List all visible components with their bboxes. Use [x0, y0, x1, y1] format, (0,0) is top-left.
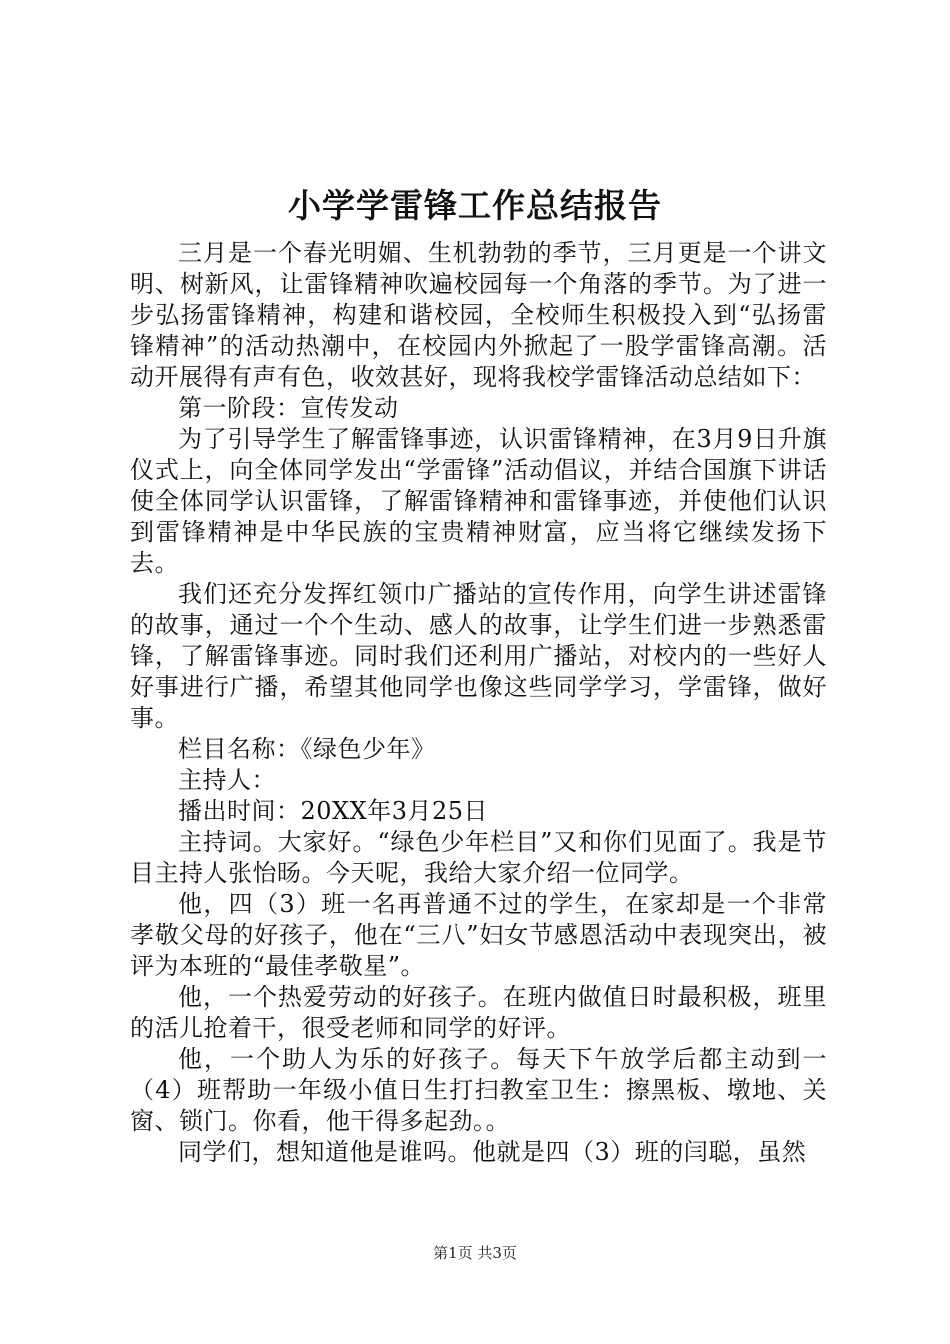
paragraph-filial: 他，四（3）班一名再普通不过的学生，在家却是一个非常孝敬父母的好孩子，他在“三八”妇女节感恩活动中表现突出，被评为本班的“最佳孝敬星”。	[130, 890, 827, 980]
paragraph-broadcast: 我们还充分发挥红领巾广播站的宣传作用，向学生讲述雷锋的故事，通过一个个生动、感人的故事，让学生们进一步熟悉雷锋，了解雷锋事迹。同时我们还利用广播站，对校内的一些好人好事进行广播，希望其他同学也像这些同学学习，学雷锋，做好事。	[130, 580, 827, 732]
paragraph-reveal: 同学们，想知道他是谁吗。他就是四（3）班的闫聪，虽然	[178, 1138, 807, 1166]
paragraph-labor: 他，一个热爱劳动的好孩子。在班内做值日时最积极，班里的活儿抢着干，很受老师和同学的好评。	[130, 983, 827, 1042]
paragraph-host: 主持人：	[178, 766, 276, 794]
document-title: 小学学雷锋工作总结报告	[288, 186, 662, 225]
document-body	[130, 238, 827, 1168]
page-number-footer: 第1页 共3页	[433, 1244, 517, 1262]
paragraph-helping: 他，一个助人为乐的好孩子。每天下午放学后都主动到一（4）班帮助一年级小值日生打扫教室卫生：擦黑板、墩地、关窗、锁门。你看，他干得多起劲。。	[130, 1045, 827, 1135]
paragraph-flag-ceremony: 为了引导学生了解雷锋事迹，认识雷锋精神，在3月9日升旗仪式上，向全体同学发出“学雷锋”活动倡议，并结合国旗下讲话使全体同学认识雷锋，了解雷锋精神和雷锋事迹，并使他们认识到雷锋精神是中华民族的宝贵精神财富，应当将它继续发扬下去。	[130, 425, 827, 577]
paragraph-host-script: 主持词。大家好。“绿色少年栏目”又和你们见面了。我是节目主持人张怡旸。今天呢，我给大家介绍一位同学。	[130, 828, 827, 887]
paragraph-intro: 三月是一个春光明媚、生机勃勃的季节，三月更是一个讲文明、树新风，让雷锋精神吹遍校园每一个角落的季节。为了进一步弘扬雷锋精神，构建和谐校园，全校师生积极投入到“弘扬雷锋精神”的活动热潮中，在校园内外掀起了一股学雷锋高潮。活动开展得有声有色，收效甚好，现将我校学雷锋活动总结如下：	[130, 239, 827, 391]
paragraph-airtime: 播出时间：20XX年3月25日	[178, 797, 489, 825]
paragraph-column-name: 栏目名称：《绿色少年》	[178, 735, 436, 763]
paragraph-stage-heading: 第一阶段：宣传发动	[178, 394, 399, 422]
